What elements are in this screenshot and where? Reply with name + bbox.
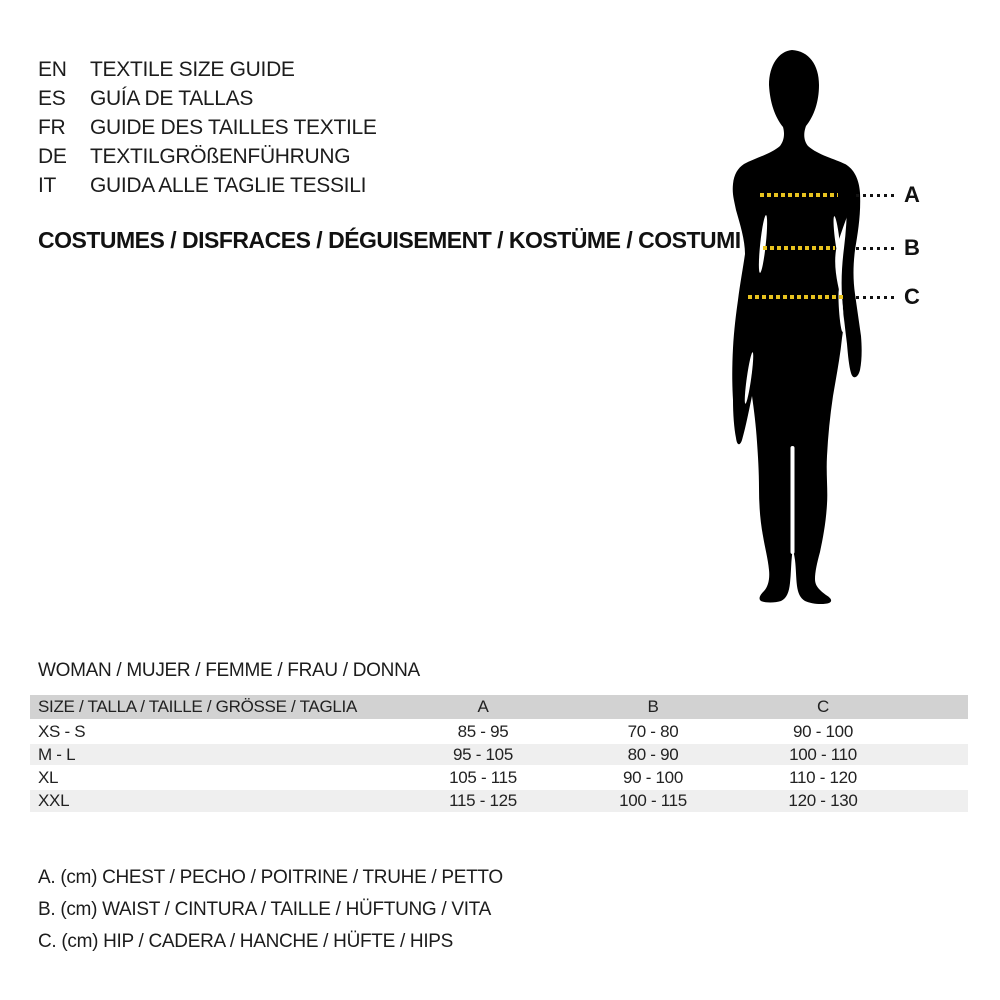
value-cell-b: 80 - 90 <box>568 743 738 766</box>
language-code: ES <box>38 86 66 110</box>
size-cell: XL <box>30 766 398 789</box>
value-cell-b: 70 - 80 <box>568 720 738 743</box>
measure-label-a: A <box>904 182 920 207</box>
size-column-header: SIZE / TALLA / TAILLE / GRÖSSE / TAGLIA <box>30 695 398 720</box>
chest-line-a <box>760 193 838 197</box>
language-row-es <box>38 84 377 113</box>
column-header-c: C <box>738 695 908 720</box>
language-row-it <box>38 171 377 200</box>
value-cell-a: 95 - 105 <box>398 743 568 766</box>
language-row-en <box>38 55 377 84</box>
column-header-spacer <box>908 695 968 720</box>
waist-line-b <box>763 246 835 250</box>
measurement-legend <box>38 862 503 958</box>
measure-label-b: B <box>904 235 920 260</box>
table-row <box>30 766 968 789</box>
language-title: TEXTILGRÖßENFÜHRUNG <box>90 144 351 168</box>
language-code: DE <box>38 144 67 168</box>
value-cell-a: 85 - 95 <box>398 720 568 743</box>
value-cell-b: 90 - 100 <box>568 766 738 789</box>
table-row <box>30 789 968 812</box>
measure-label-c: C <box>904 284 920 309</box>
leader-line-b <box>856 247 894 250</box>
value-cell-a: 115 - 125 <box>398 789 568 812</box>
size-table-header-row <box>30 695 968 720</box>
language-title: GUIDA ALLE TAGLIE TESSILI <box>90 173 367 197</box>
language-row-fr <box>38 113 377 142</box>
woman-silhouette-icon <box>695 48 895 610</box>
woman-silhouette-figure <box>695 48 895 610</box>
language-title: GUÍA DE TALLAS <box>90 86 254 110</box>
legend-item-hip: C. (cm) HIP / CADERA / HANCHE / HÜFTE / HIPS <box>38 931 454 952</box>
value-cell-c: 90 - 100 <box>738 720 908 743</box>
size-cell: M - L <box>30 743 398 766</box>
size-table <box>30 695 968 812</box>
column-header-b: B <box>568 695 738 720</box>
hip-line-c <box>748 295 845 299</box>
language-code: EN <box>38 57 67 81</box>
table-row <box>30 743 968 766</box>
language-title-list <box>38 55 377 200</box>
leader-line-a <box>856 194 894 197</box>
language-row-de <box>38 142 377 171</box>
language-title: GUIDE DES TAILLES TEXTILE <box>90 115 377 139</box>
column-header-a: A <box>398 695 568 720</box>
language-title: TEXTILE SIZE GUIDE <box>90 57 295 81</box>
language-code: FR <box>38 115 66 139</box>
value-cell-a: 105 - 115 <box>398 766 568 789</box>
value-cell-c: 110 - 120 <box>738 766 908 789</box>
legend-item-chest: A. (cm) CHEST / PECHO / POITRINE / TRUHE / PETTO <box>38 867 503 888</box>
leader-line-c <box>856 296 894 299</box>
size-cell: XXL <box>30 789 398 812</box>
language-code: IT <box>38 173 57 197</box>
section-title-woman: WOMAN / MUJER / FEMME / FRAU / DONNA <box>38 660 420 681</box>
category-title: COSTUMES / DISFRACES / DÉGUISEMENT / KOSTÜME / COSTUMI <box>38 227 741 253</box>
legend-item-waist: B. (cm) WAIST / CINTURA / TAILLE / HÜFTUNG / VITA <box>38 899 491 920</box>
value-cell-b: 100 - 115 <box>568 789 738 812</box>
size-cell: XS - S <box>30 720 398 743</box>
value-cell-c: 120 - 130 <box>738 789 908 812</box>
value-cell-c: 100 - 110 <box>738 743 908 766</box>
table-row <box>30 720 968 743</box>
